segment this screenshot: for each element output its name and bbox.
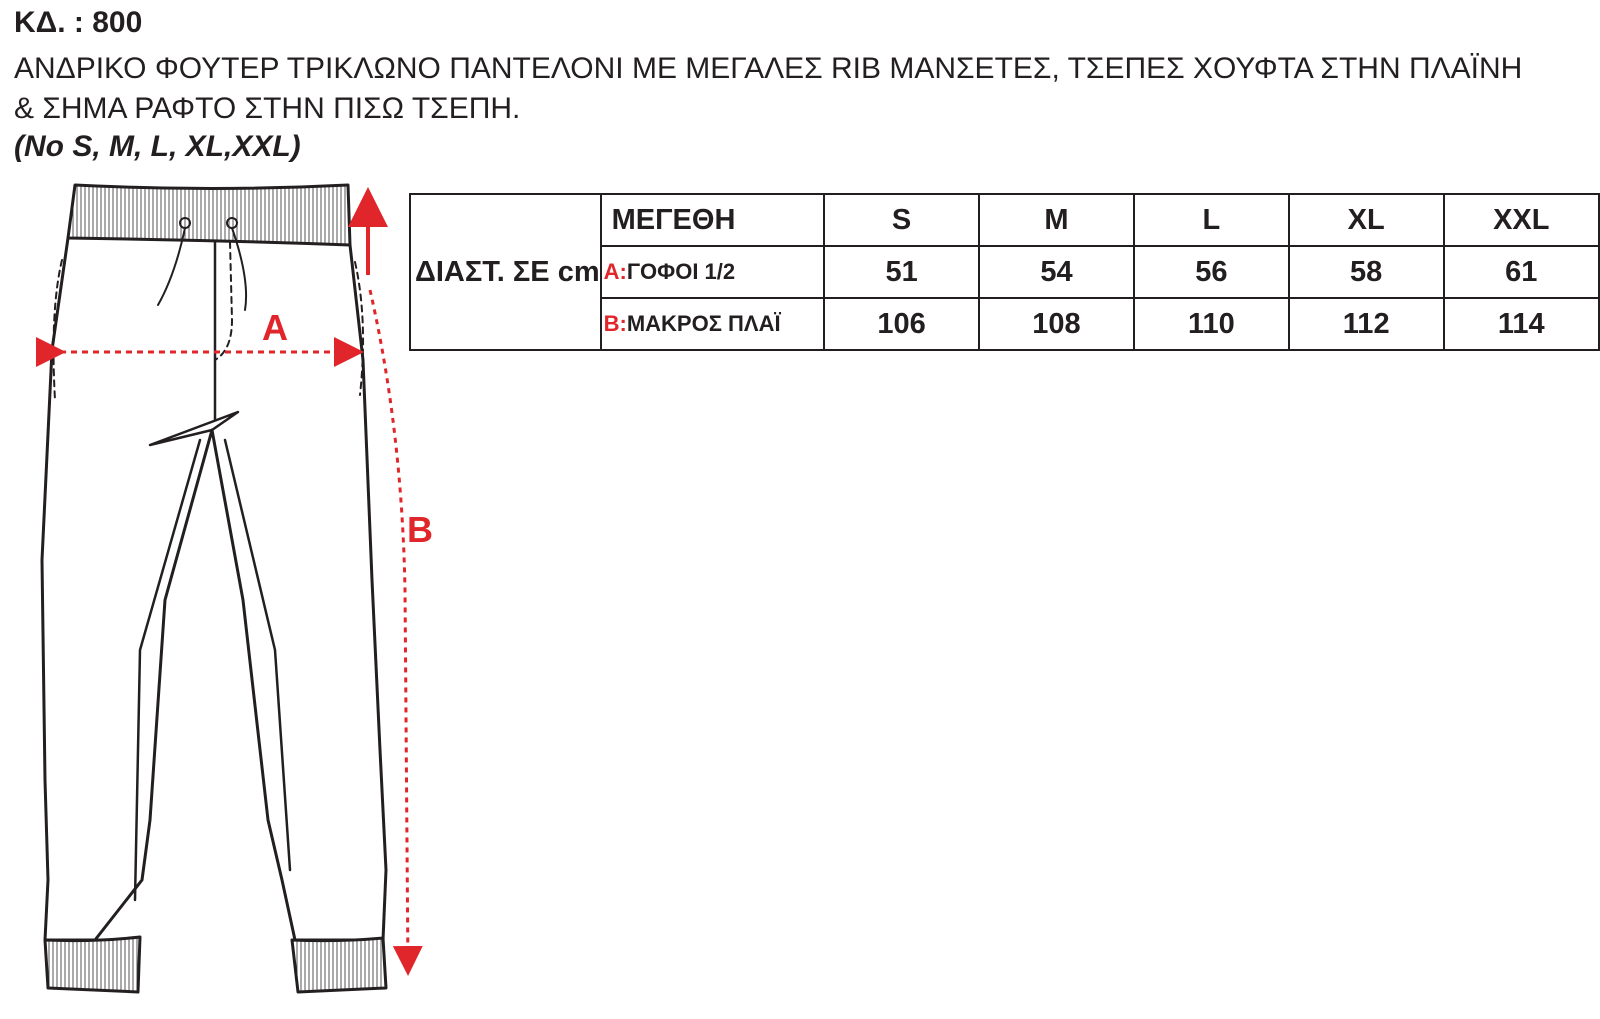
table-cell: 112 (1289, 298, 1444, 350)
measure-b-label: B (407, 509, 433, 550)
table-cell: 114 (1444, 298, 1599, 350)
product-description (14, 49, 1574, 129)
measure-a-label: A (262, 307, 288, 348)
size-xl: XL (1289, 194, 1444, 246)
description-line-2: & ΣΗΜΑ ΡΑΦΤΟ ΣΤΗΝ ΠΙΣΩ ΤΣΕΠΗ. (14, 92, 521, 125)
table-cell: 108 (979, 298, 1134, 350)
table-cell: 110 (1134, 298, 1289, 350)
size-l: L (1134, 194, 1289, 246)
size-xxl: XXL (1444, 194, 1599, 246)
size-s: S (824, 194, 979, 246)
row-label-length: B:ΜΑΚΡΟΣ ΠΛΑΪ (601, 298, 825, 350)
table-cell: 56 (1134, 246, 1289, 298)
table-cell: 61 (1444, 246, 1599, 298)
table-cell: 51 (824, 246, 979, 298)
waistband (68, 185, 350, 245)
product-code: ΚΔ. : 800 (14, 6, 143, 39)
table-cell: 58 (1289, 246, 1444, 298)
size-table (409, 193, 1600, 351)
table-cell: 106 (824, 298, 979, 350)
available-sizes-note: (No S, M, L, XL,XXL) (14, 130, 301, 163)
pants-technical-drawing (0, 180, 450, 1019)
left-cuff (45, 937, 140, 992)
table-cell: 54 (979, 246, 1134, 298)
description-line-1: ΑΝΔΡΙΚΟ ΦΟΥΤΕΡ ΤΡΙΚΛΩΝΟ ΠΑΝΤΕΛΟΝΙ ΜΕ ΜΕΓΑΛΕΣ RIB ΜΑΝΣΕΤΕΣ, ΤΣΕΠΕΣ ΧΟΥΦΤΑ ΣΤΗΝ ΠΛΑΪΝΗ (14, 52, 1523, 85)
size-header-row (410, 194, 1599, 246)
sizes-header: ΜΕΓΕΘΗ (601, 194, 825, 246)
unit-label: ΔΙΑΣΤ. ΣΕ cm (410, 194, 601, 350)
row-label-hips: A:ΓΟΦΟΙ 1/2 (601, 246, 825, 298)
right-cuff (292, 938, 386, 992)
size-m: M (979, 194, 1134, 246)
